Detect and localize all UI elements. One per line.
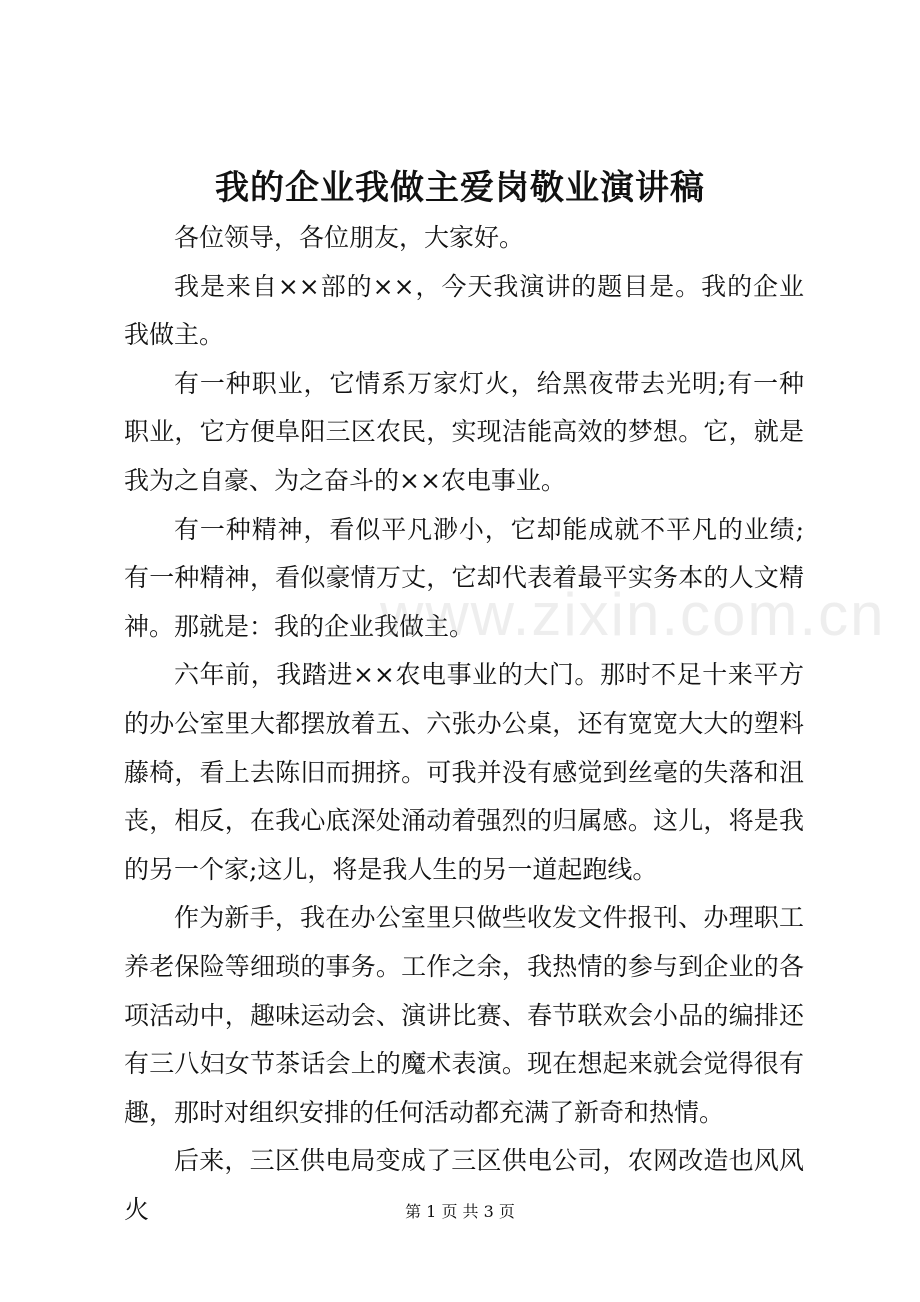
paragraph-spirit: 有一种精神，看似平凡渺小，它却能成就不平凡的业绩;有一种精神，看似豪情万丈，它却代表着最平实务本的人文精神。那就是：我的企业我做主。: [124, 514, 804, 641]
paragraph-later: 后来，三区供电局变成了三区供电公司，农网改造也风风火: [124, 1146, 804, 1224]
paragraph-career: 有一种职业，它情系万家灯火，给黑夜带去光明;有一种职业，它方便阜阳三区农民，实现洁能高效的梦想。它，就是我为之自豪、为之奋斗的××农电事业。: [124, 368, 804, 495]
paragraph-newcomer: 作为新手，我在办公室里只做些收发文件报刊、办理职工养老保险等细琐的事务。工作之余，我热情的参与到企业的各项活动中，趣味运动会、演讲比赛、春节联欢会小品的编排还有三八妇女节茶话会上的魔术表演。现在想起来就会觉得很有趣，那时对组织安排的任何活动都充满了新奇和热情。: [124, 903, 804, 1127]
paragraph-greeting: 各位领导，各位朋友，大家好。: [174, 223, 525, 252]
document-body: [124, 214, 804, 1234]
paragraph-intro: 我是来自××部的××，今天我演讲的题目是。我的企业我做主。: [124, 271, 804, 350]
watermark: www.zixin.com.cn: [380, 581, 886, 648]
document-title: 我的企业我做主爱岗敬业演讲稿: [215, 168, 705, 208]
paragraph-six-years-ago: 六年前，我踏进××农电事业的大门。那时不足十来平方的办公室里大都摆放着五、六张办公桌，还有宽宽大大的塑料藤椅，看上去陈旧而拥挤。可我并没有感觉到丝毫的失落和沮丧，相反，在我心底深处涌动着强烈的归属感。这儿，将是我的另一个家;这儿，将是我人生的另一道起跑线。: [124, 660, 804, 884]
page-footer: 第 1 页 共 3 页: [405, 1202, 515, 1221]
